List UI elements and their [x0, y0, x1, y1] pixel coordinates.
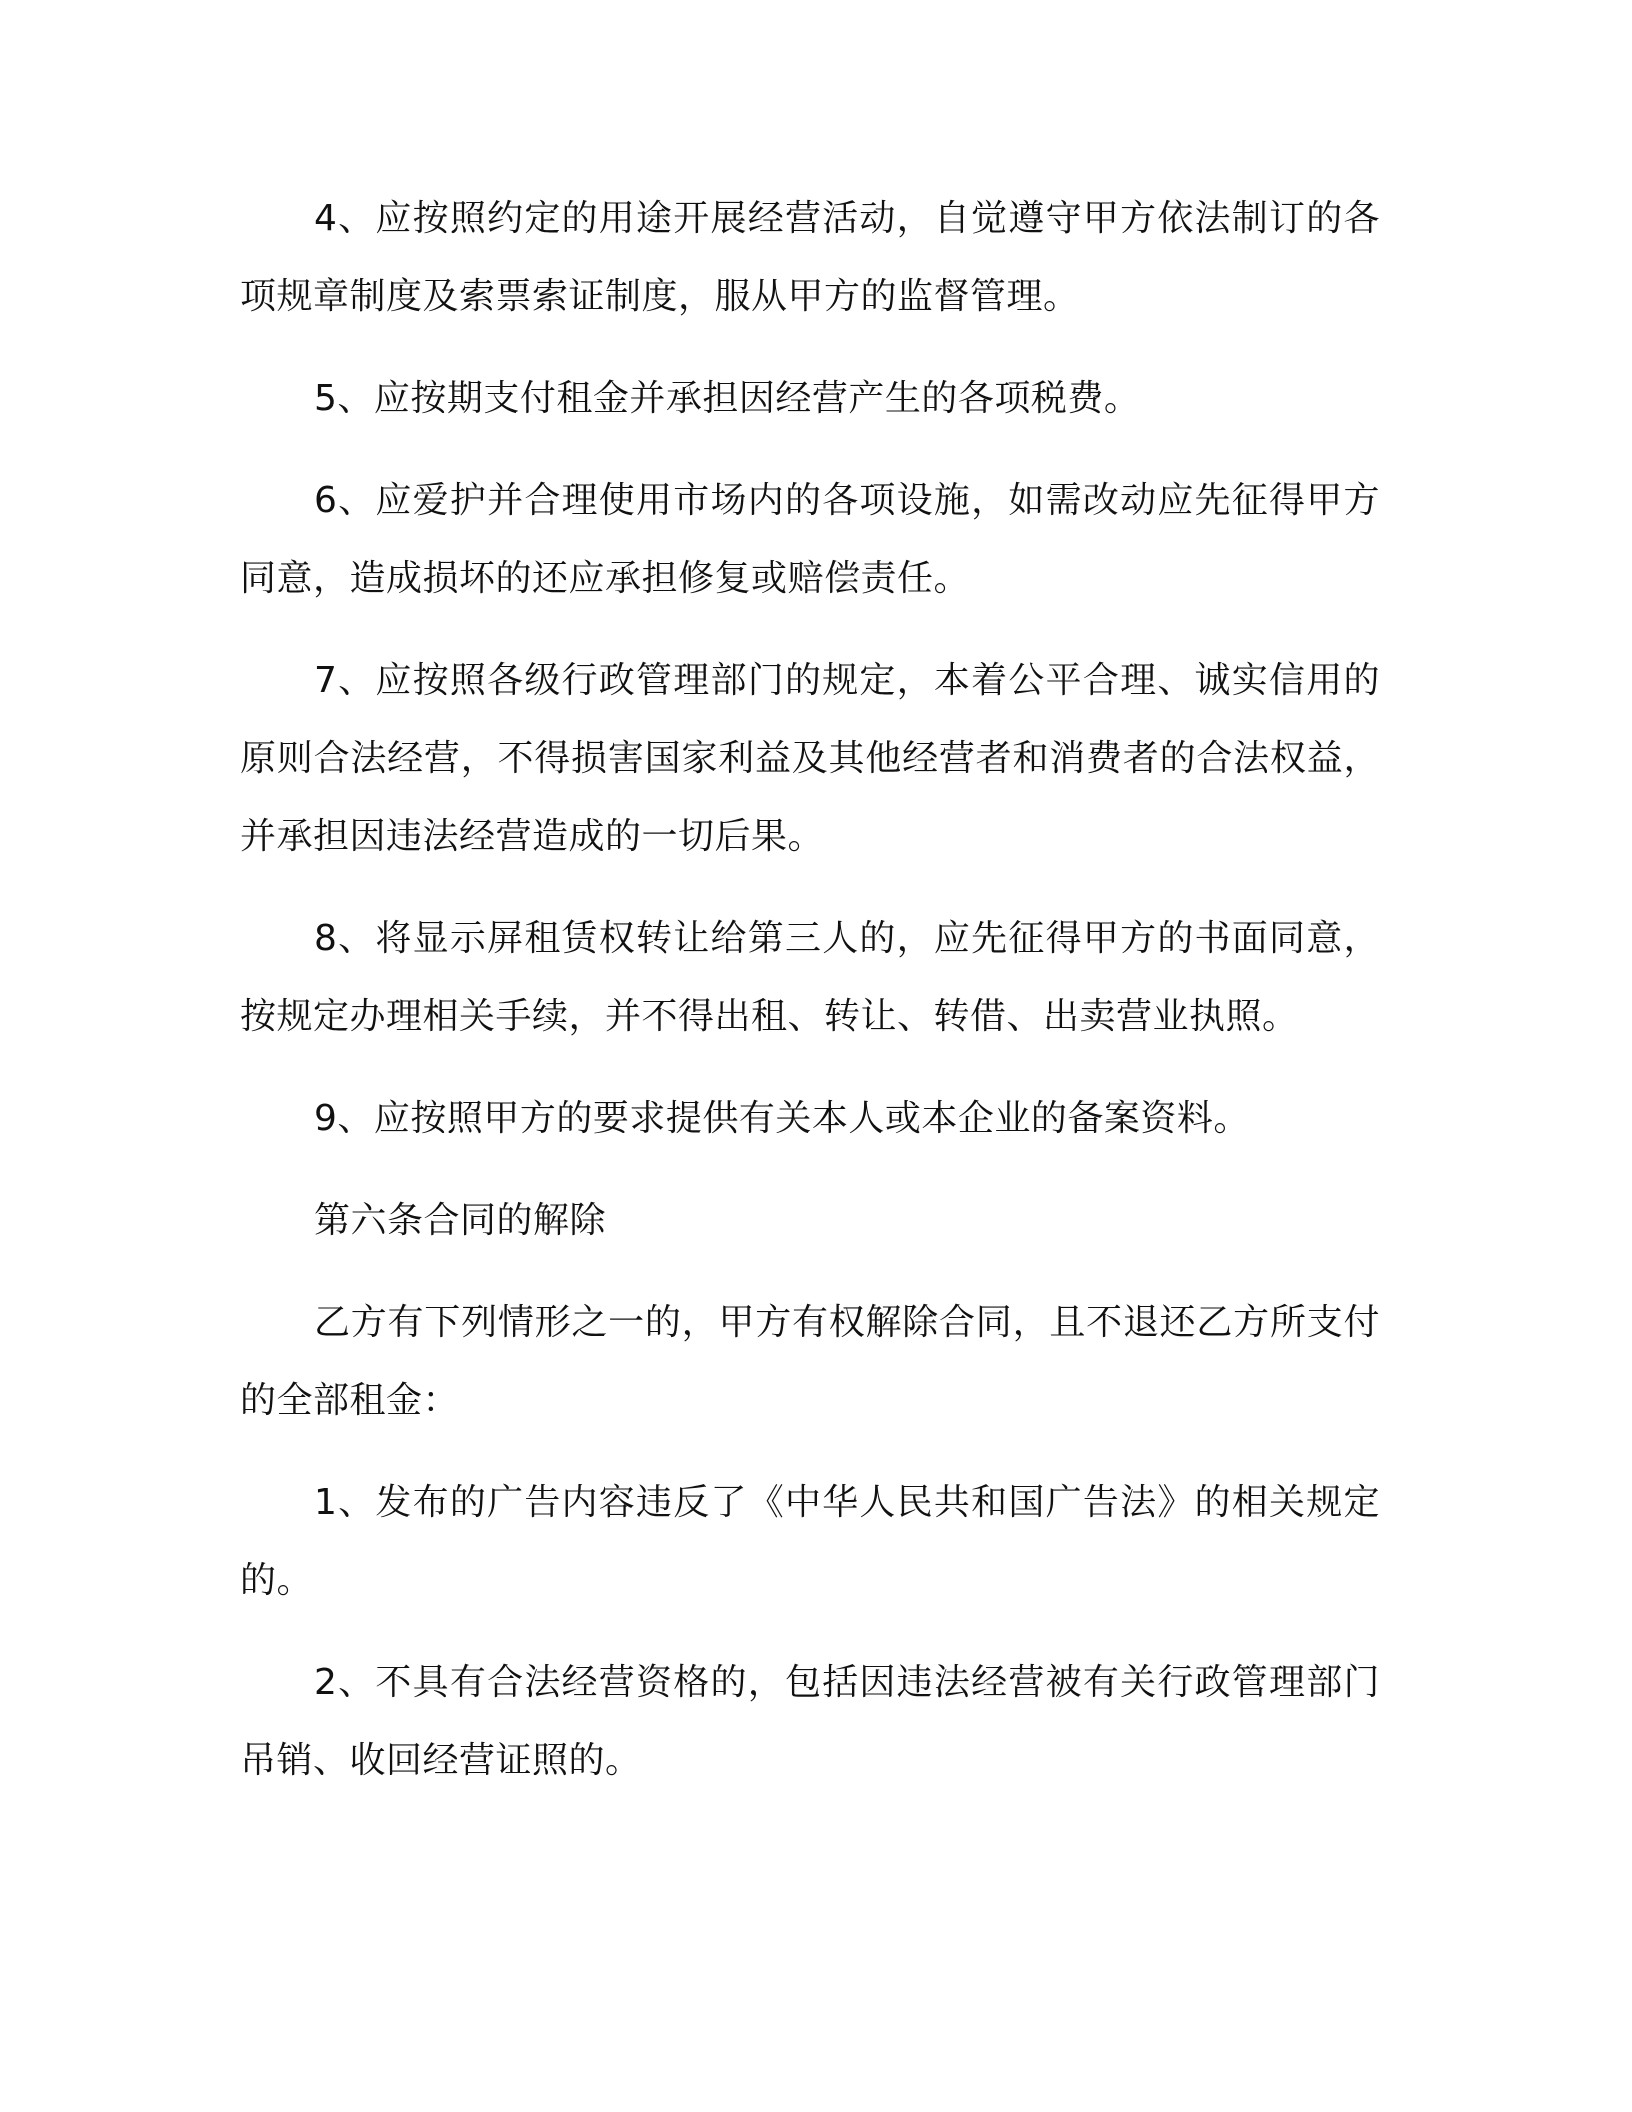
section-heading: 第六条合同的解除	[314, 1200, 607, 1241]
termination-intro-paragraph: 乙方有下列情形之一的，甲方有权解除合同，且不退还乙方所支付的全部租金：	[240, 1302, 1380, 1421]
document-body	[240, 180, 1380, 1824]
clause-4-paragraph: 4、应按照约定的用途开展经营活动，自觉遵守甲方依法制订的各项规章制度及索票索证制度，服从甲方的监督管理。	[240, 198, 1380, 317]
clause-6-paragraph: 6、应爱护并合理使用市场内的各项设施，如需改动应先征得甲方同意，造成损坏的还应承担修复或赔偿责任。	[240, 480, 1380, 599]
clause-7-paragraph: 7、应按照各级行政管理部门的规定，本着公平合理、诚实信用的原则合法经营，不得损害国家利益及其他经营者和消费者的合法权益，并承担因违法经营造成的一切后果。	[240, 660, 1380, 857]
clause-8-paragraph: 8、将显示屏租赁权转让给第三人的，应先征得甲方的书面同意，按规定办理相关手续，并不得出租、转让、转借、出卖营业执照。	[240, 918, 1380, 1037]
clause-5-paragraph: 5、应按期支付租金并承担因经营产生的各项税费。	[314, 378, 1141, 419]
termination-item-1-paragraph: 1、发布的广告内容违反了《中华人民共和国广告法》的相关规定的。	[240, 1482, 1380, 1601]
termination-item-2-paragraph: 2、不具有合法经营资格的，包括因违法经营被有关行政管理部门吊销、收回经营证照的。	[240, 1662, 1380, 1781]
clause-9-paragraph: 9、应按照甲方的要求提供有关本人或本企业的备案资料。	[314, 1098, 1250, 1139]
